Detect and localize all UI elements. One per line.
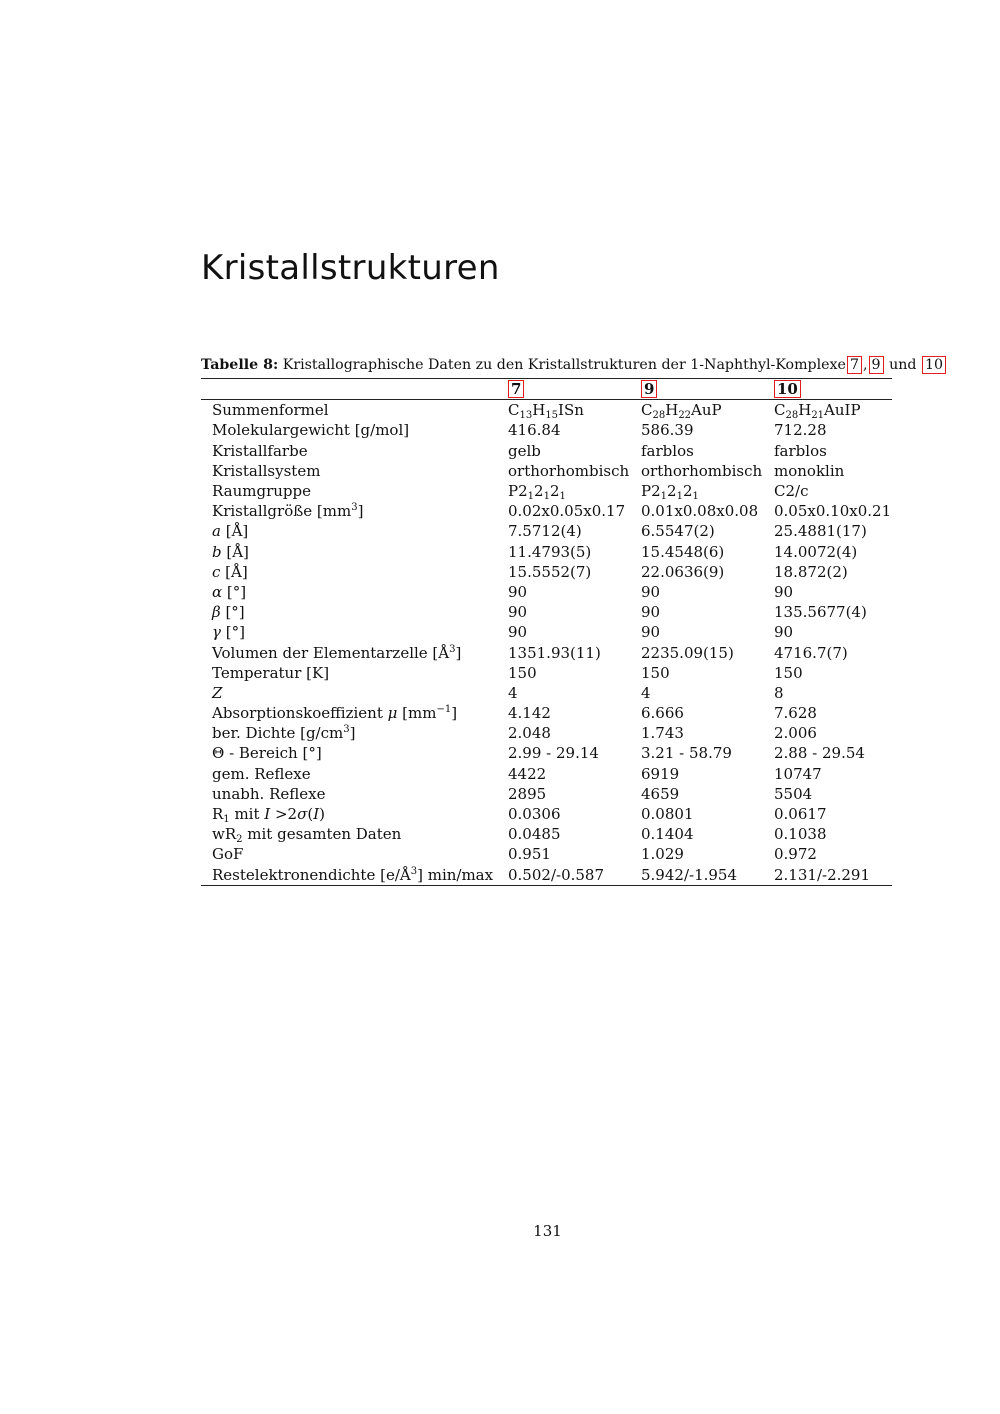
row-value: 0.502/-0.587 bbox=[508, 865, 605, 884]
row-value: 135.5677(4) bbox=[774, 603, 867, 622]
row-value: 0.0485 bbox=[508, 825, 561, 844]
row-value: 0.0617 bbox=[774, 805, 827, 824]
row-value: 90 bbox=[641, 603, 661, 622]
row-value: 7.628 bbox=[774, 704, 817, 723]
row-value: $P2_12_12_1$ bbox=[508, 482, 566, 503]
row-value: 150 bbox=[508, 663, 537, 682]
table-row bbox=[201, 723, 892, 743]
row-value: 0.951 bbox=[508, 845, 551, 864]
table-row bbox=[201, 844, 892, 864]
table-body bbox=[201, 400, 892, 886]
row-value: orthorhombisch bbox=[641, 461, 763, 480]
row-value: 712.28 bbox=[774, 421, 827, 440]
row-value: 2.131/-2.291 bbox=[774, 865, 871, 884]
header-compound bbox=[508, 379, 641, 400]
caption-conjunction: und bbox=[889, 357, 917, 373]
row-value: $C_{28}H_{21}AuIP$ bbox=[774, 401, 861, 422]
compound-ref-link[interactable]: 9 bbox=[641, 380, 657, 398]
row-value: $C_{13}H_{15}ISn$ bbox=[508, 401, 584, 422]
table-row bbox=[201, 622, 892, 642]
row-value: 25.4881(17) bbox=[774, 522, 867, 541]
table-row bbox=[201, 420, 892, 440]
table-row bbox=[201, 400, 892, 421]
table-row bbox=[201, 804, 892, 824]
row-label: Raumgruppe bbox=[212, 482, 311, 501]
row-label: Kristallfarbe bbox=[212, 441, 308, 460]
row-value: 7.5712(4) bbox=[508, 522, 582, 541]
row-value: 90 bbox=[508, 623, 528, 642]
row-value: 0.0306 bbox=[508, 805, 561, 824]
page-number: 131 bbox=[533, 1222, 562, 1240]
row-label: gem. Reflexe bbox=[212, 764, 311, 783]
table-row bbox=[201, 764, 892, 784]
caption-text: Kristallographische Daten zu den Kristallstrukturen der 1-Naphthyl-Komplexe bbox=[282, 357, 846, 373]
caption-label: Tabelle 8: bbox=[201, 357, 279, 373]
row-label: Θ - Bereich [°] bbox=[212, 744, 322, 763]
header-empty-cell bbox=[201, 379, 508, 400]
header-compound bbox=[774, 379, 892, 400]
row-value: 22.0636(9) bbox=[641, 562, 725, 581]
row-value: 1.029 bbox=[641, 845, 684, 864]
table-header-row bbox=[201, 379, 892, 400]
row-value: 0.02x0.05x0.17 bbox=[508, 502, 626, 521]
row-label: Molekulargewicht [g/mol] bbox=[212, 421, 410, 440]
compound-ref-link[interactable]: 10 bbox=[774, 380, 801, 398]
row-value: 0.01x0.08x0.08 bbox=[641, 502, 759, 521]
row-label: Volumen der Elementarzelle $[Å^3]$ bbox=[212, 643, 462, 662]
row-value: 5.942/-1.954 bbox=[641, 865, 738, 884]
row-label: $wR_2$ mit gesamten Daten bbox=[212, 825, 402, 846]
crystal-data-table bbox=[201, 378, 892, 886]
table-row bbox=[201, 501, 892, 521]
row-value: 5504 bbox=[774, 784, 813, 803]
table-row bbox=[201, 865, 892, 886]
row-value: 150 bbox=[774, 663, 803, 682]
row-value: 4422 bbox=[508, 764, 547, 783]
row-label: a [Å] bbox=[212, 522, 249, 541]
row-value: 90 bbox=[508, 582, 528, 601]
row-value: 2.006 bbox=[774, 724, 817, 743]
row-value: farblos bbox=[641, 441, 694, 460]
row-value: 2895 bbox=[508, 784, 547, 803]
row-value: 90 bbox=[774, 582, 794, 601]
row-value: orthorhombisch bbox=[508, 461, 630, 480]
row-label: Kristallsystem bbox=[212, 461, 321, 480]
chapter-title: Kristallstrukturen bbox=[201, 248, 500, 288]
table-caption bbox=[201, 356, 943, 374]
row-value: 4716.7(7) bbox=[774, 643, 848, 662]
row-value: 150 bbox=[641, 663, 670, 682]
row-value: 0.05x0.10x0.21 bbox=[774, 502, 892, 521]
row-label: Absorptionskoeffizient μ $[mm^{-1}]$ bbox=[212, 704, 458, 723]
row-value: $C_{28}H_{22}AuP$ bbox=[641, 401, 722, 422]
caption-ref-link[interactable]: 9 bbox=[869, 356, 884, 374]
row-label: Restelektronendichte $[e/Å^3]$ min/max bbox=[212, 865, 494, 884]
row-value: 2.88 - 29.54 bbox=[774, 744, 865, 763]
table-row bbox=[201, 582, 892, 602]
caption-ref-link[interactable]: 7 bbox=[847, 356, 862, 374]
table-row bbox=[201, 784, 892, 804]
row-value: 6.666 bbox=[641, 704, 684, 723]
row-value: 6.5547(2) bbox=[641, 522, 715, 541]
row-value: 90 bbox=[641, 623, 661, 642]
row-value: 0.1038 bbox=[774, 825, 827, 844]
table-row bbox=[201, 562, 892, 582]
row-value: 2.048 bbox=[508, 724, 551, 743]
table-row bbox=[201, 743, 892, 763]
row-value: monoklin bbox=[774, 461, 845, 480]
table-row bbox=[201, 441, 892, 461]
row-value: 8 bbox=[774, 683, 784, 702]
caption-ref-link[interactable]: 10 bbox=[922, 356, 946, 374]
row-value: 4 bbox=[641, 683, 651, 702]
table-row bbox=[201, 683, 892, 703]
row-label: b [Å] bbox=[212, 542, 249, 561]
row-label: γ [°] bbox=[212, 623, 245, 642]
row-value: 4 bbox=[508, 683, 518, 702]
row-value: 2235.09(15) bbox=[641, 643, 734, 662]
row-value: C2/c bbox=[774, 482, 809, 501]
row-label: α [°] bbox=[212, 582, 247, 601]
row-value: $P2_12_12_1$ bbox=[641, 482, 699, 503]
row-value: 586.39 bbox=[641, 421, 694, 440]
row-value: 90 bbox=[641, 582, 661, 601]
table-row bbox=[201, 461, 892, 481]
row-label: unabh. Reflexe bbox=[212, 784, 326, 803]
compound-ref-link[interactable]: 7 bbox=[508, 380, 524, 398]
row-value: 14.0072(4) bbox=[774, 542, 858, 561]
row-value: 6919 bbox=[641, 764, 680, 783]
row-value: 1.743 bbox=[641, 724, 684, 743]
row-label: GoF bbox=[212, 845, 244, 864]
table-row bbox=[201, 642, 892, 662]
row-label: ber. Dichte $[g/cm^3]$ bbox=[212, 724, 356, 743]
row-label: $R_1$ mit I >2σ(I) bbox=[212, 805, 325, 826]
row-value: 4659 bbox=[641, 784, 680, 803]
row-value: 1351.93(11) bbox=[508, 643, 601, 662]
table-row bbox=[201, 542, 892, 562]
row-value: 3.21 - 58.79 bbox=[641, 744, 732, 763]
row-label: Summenformel bbox=[212, 401, 329, 420]
row-value: 0.0801 bbox=[641, 805, 694, 824]
row-value: 18.872(2) bbox=[774, 562, 848, 581]
row-value: 0.972 bbox=[774, 845, 817, 864]
table-row bbox=[201, 703, 892, 723]
row-label: Z bbox=[212, 683, 223, 702]
table-row bbox=[201, 481, 892, 501]
row-value: 0.1404 bbox=[641, 825, 694, 844]
row-label: Temperatur [K] bbox=[212, 663, 330, 682]
row-value: farblos bbox=[774, 441, 827, 460]
row-value: 10747 bbox=[774, 764, 822, 783]
row-value: 90 bbox=[774, 623, 794, 642]
row-value: 416.84 bbox=[508, 421, 561, 440]
row-label: Kristallgröße $[mm^3]$ bbox=[212, 502, 364, 521]
table-row bbox=[201, 521, 892, 541]
table-row bbox=[201, 663, 892, 683]
table-row bbox=[201, 824, 892, 844]
row-label: β [°] bbox=[212, 603, 245, 622]
caption-separator: , bbox=[863, 357, 868, 373]
row-value: 90 bbox=[508, 603, 528, 622]
row-value: 15.4548(6) bbox=[641, 542, 725, 561]
row-value: 2.99 - 29.14 bbox=[508, 744, 599, 763]
row-value: gelb bbox=[508, 441, 541, 460]
row-value: 15.5552(7) bbox=[508, 562, 592, 581]
table-row bbox=[201, 602, 892, 622]
row-value: 4.142 bbox=[508, 704, 551, 723]
header-compound bbox=[641, 379, 774, 400]
row-value: 11.4793(5) bbox=[508, 542, 592, 561]
row-label: c [Å] bbox=[212, 562, 248, 581]
